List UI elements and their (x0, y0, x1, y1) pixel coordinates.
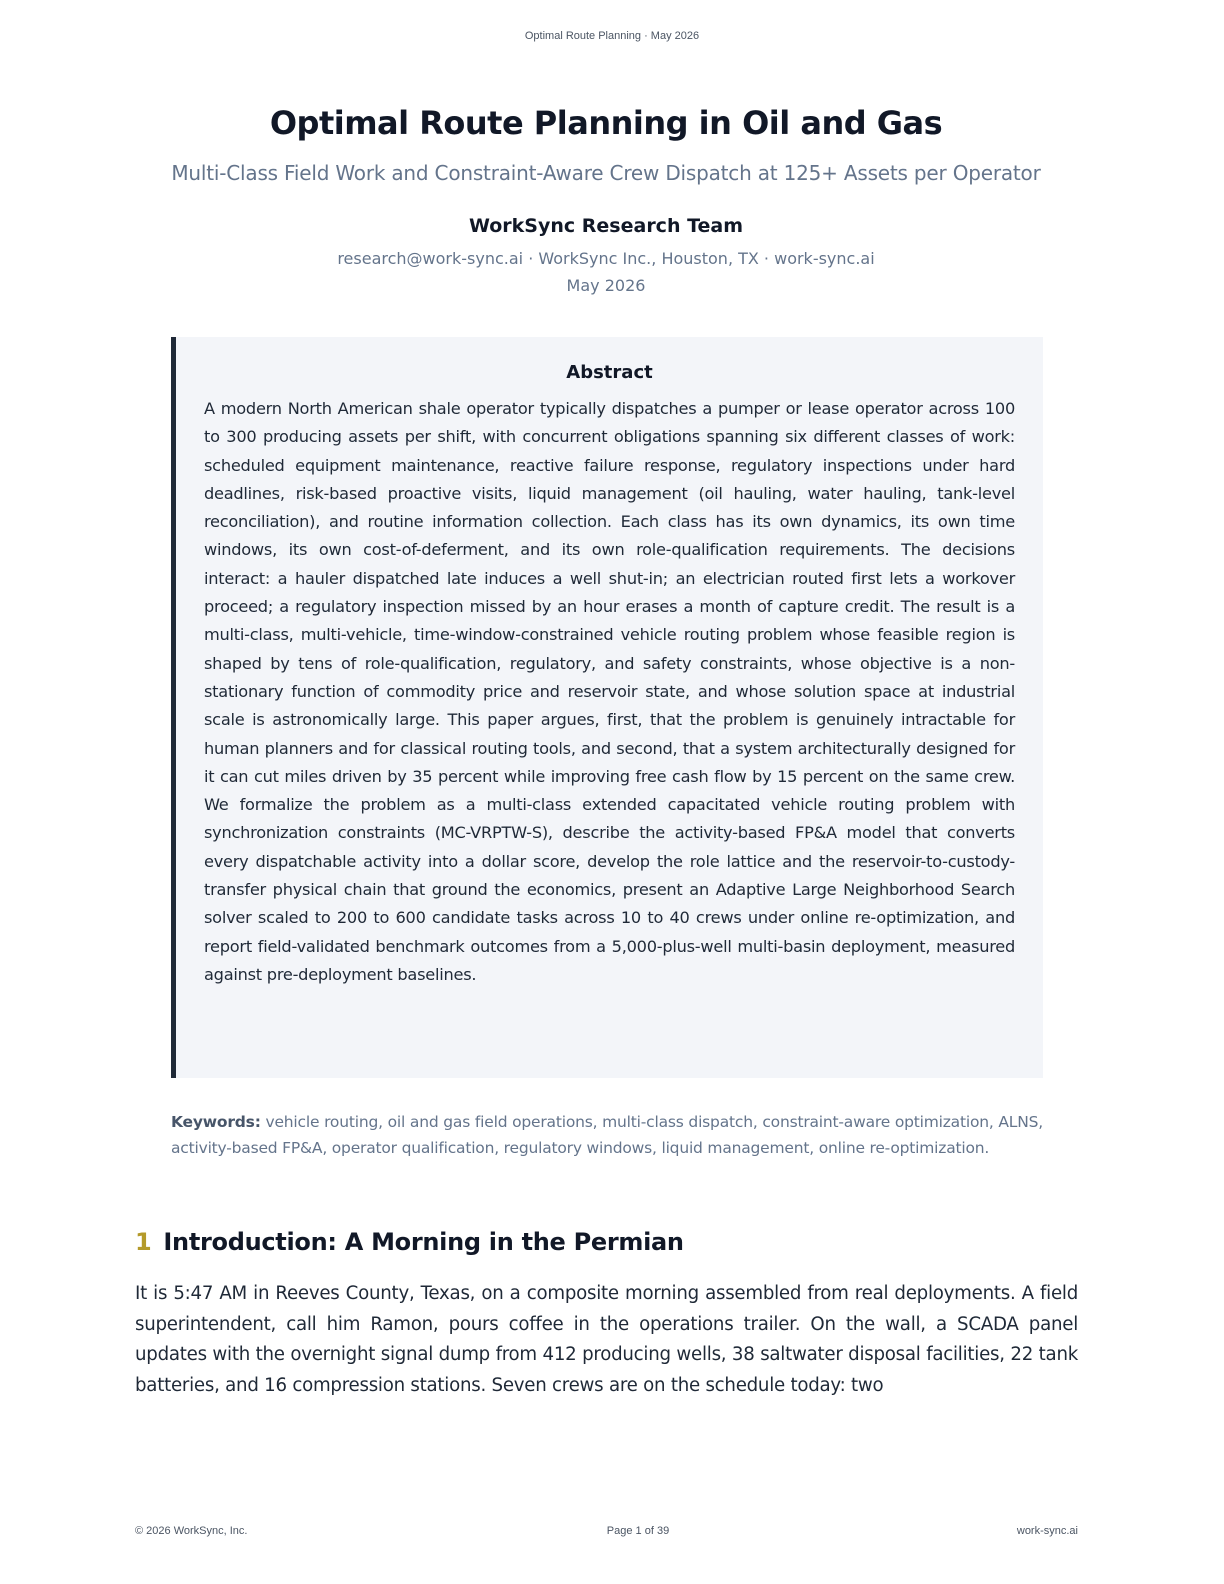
paper-title: Optimal Route Planning in Oil and Gas (269, 104, 943, 142)
running-header: Optimal Route Planning · May 2026 (524, 30, 700, 42)
abstract-box (171, 337, 1043, 1078)
abstract-heading: Abstract (566, 362, 653, 383)
section-body: It is 5:47 AM in Reeves County, Texas, on a composite morning assembled from real deployments. A field superintendent, call him Ramon, pours coffee in the operations trailer. On the wall, a SCADA panel updates with the overnight signal dump from 412 producing wells, 38 saltwater disposal facilities, 22 tank batteries, and 16 compression stations. Seven crews are on the schedule today: two (135, 1283, 1078, 1396)
footer-copyright: © 2026 WorkSync, Inc. (135, 1525, 248, 1537)
footer-page-number: Page 1 of 39 (606, 1525, 670, 1537)
abstract-text: A modern North American shale operator typically dispatches a pumper or lease operator across 100 to 300 producing assets per shift, with concurrent obligations spanning six different classes of work: scheduled equipment maintenance, reactive failure response, regulatory inspections under hard deadlines, risk-based proactive visits, liquid management (oil hauling, water hauling, tank-level reconciliation), and routine information collection. Each class has its own dynamics, its own time windows, its own cost-of-deferment, and its own role-qualification requirements. The decisions interact: a hauler dispatched late induces a well shut-in; an electrician routed first lets a workover proceed; a regulatory inspection missed by an hour erases a month of capture credit. The result is a multi-class, multi-vehicle, time-window-constrained vehicle routing problem whose feasible region is shaped by tens of role-qualification, regulatory, and safety constraints, whose objective is a non-stationary function of commodity price and reservoir state, and whose solution space at industrial scale is astronomically large. This paper argues, first, that the problem is genuinely intractable for human planners and for classical routing tools, and second, that a system architecturally designed for it can cut miles driven by 35 percent while improving free cash flow by 15 percent on the same crew. We formalize the problem as a multi-class extended capacitated vehicle routing problem with synchronization constraints (MC-VRPTW-S), describe the activity-based FP&A model that converts every dispatchable activity into a dollar score, develop the role lattice and the reservoir-to-custody-transfer physical chain that ground the economics, present an Adaptive Large Neighborhood Search solver scaled to 200 to 600 candidate tasks across 10 to 40 crews under online re-optimization, and report field-validated benchmark outcomes from a 5,000-plus-well multi-basin deployment, measured against pre-deployment baselines. (204, 399, 1015, 984)
keywords (171, 1109, 1043, 1161)
keywords-text: vehicle routing, oil and gas field operations, multi-class dispatch, constraint-aware optimization, ALNS, activity-based FP&A, operator qualification, regulatory windows, liquid management, online re-optimization. (171, 1113, 1043, 1157)
section-heading (135, 1228, 1085, 1256)
author-name: WorkSync Research Team (468, 215, 744, 237)
keywords-label: Keywords: (171, 1113, 261, 1131)
paper-subtitle: Multi-Class Field Work and Constraint-Aware Crew Dispatch at 125+ Assets per Operator (171, 161, 1041, 185)
footer-site: work-sync.ai (1016, 1525, 1078, 1537)
section-title: Introduction: A Morning in the Permian (163, 1228, 684, 1256)
author-affiliation: research@work-sync.ai · WorkSync Inc., Houston, TX · work-sync.ai (337, 249, 875, 268)
section-number: 1 (135, 1228, 152, 1256)
publication-date: May 2026 (566, 276, 646, 295)
